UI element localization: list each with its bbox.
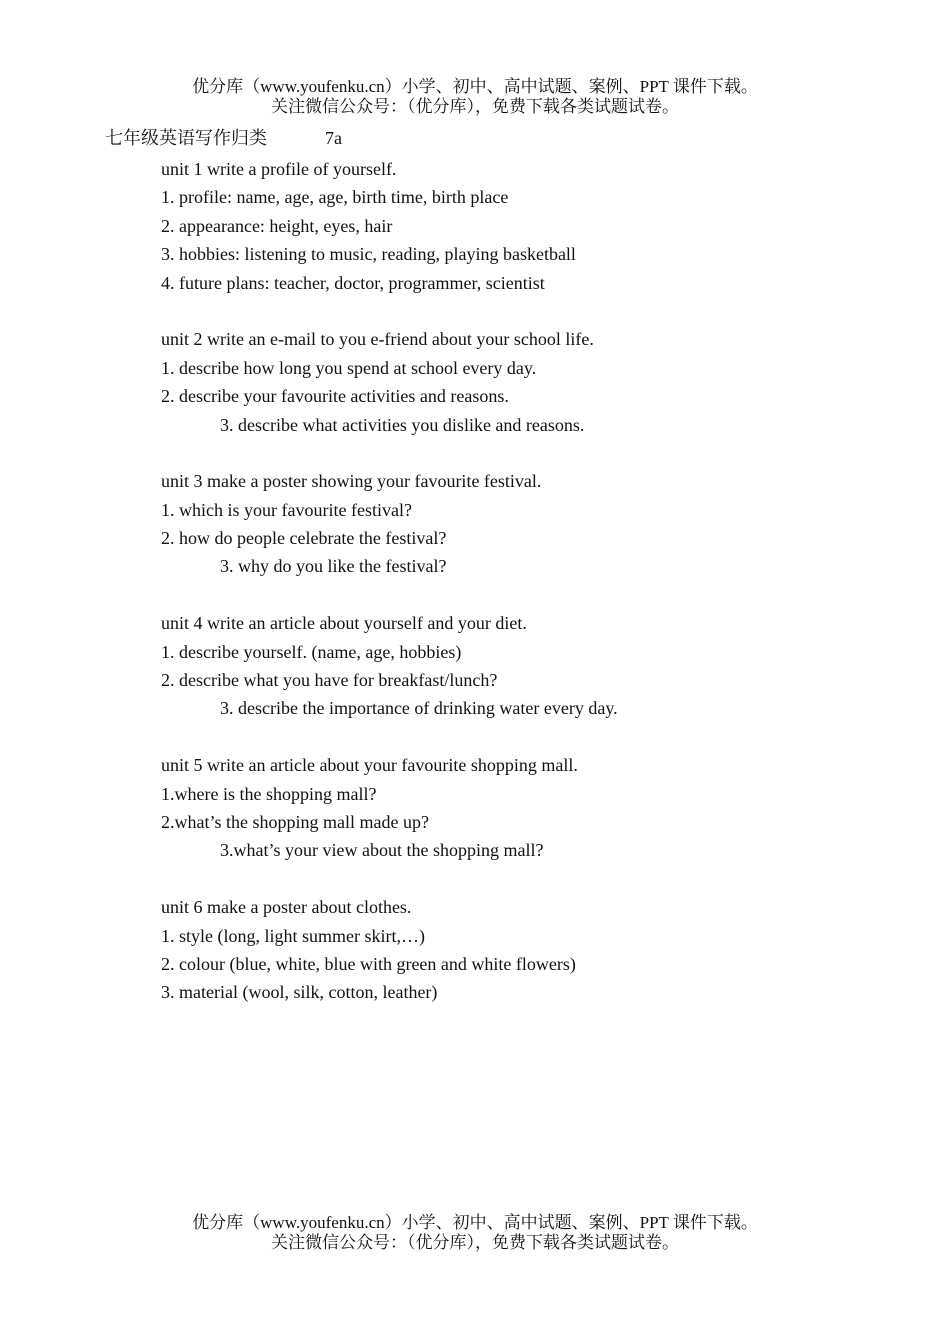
document-title [105,127,342,149]
list-item: 3. hobbies: listening to music, reading, playing basketball [161,244,576,265]
spacer [161,297,861,325]
spacer [161,581,861,609]
list-item: 1. profile: name, age, age, birth time, birth place [161,187,509,208]
unit-4-heading: unit 4 write an article about yourself and your diet. [161,613,527,634]
list-item: 1.where is the shopping mall? [161,783,377,804]
unit-2-heading: unit 2 write an e-mail to you e-friend about your school life. [161,329,594,350]
list-item: 1. describe how long you spend at school every day. [161,357,537,378]
footer-line-1: 优分库（www.youfenku.cn）小学、初中、高中试题、案例、PPT 课件下载。 [192,1213,758,1232]
title-text: 七年级英语写作归类 [105,128,267,148]
list-item: 4. future plans: teacher, doctor, programmer, scientist [161,272,545,293]
unit-1-heading: unit 1 write a profile of yourself. [161,159,397,179]
unit-5-heading: unit 5 write an article about your favourite shopping mall. [161,755,578,776]
list-item: 3. describe what activities you dislike and reasons. [220,414,585,435]
list-item: 2. describe your favourite activities and reasons. [161,386,509,407]
list-item: 2. describe what you have for breakfast/lunch? [161,670,498,691]
grade-label: 7a [325,128,342,148]
spacer [161,439,861,467]
list-item: 3. material (wool, silk, cotton, leather) [161,982,438,1003]
list-item: 3.what’s your view about the shopping mall? [220,840,544,861]
list-item: 2.what’s the shopping mall made up? [161,811,429,832]
list-item: 3. describe the importance of drinking water every day. [220,698,618,719]
page-header [0,77,950,117]
list-item: 1. style (long, light summer skirt,…) [161,925,425,946]
unit-6-heading: unit 6 make a poster about clothes. [161,897,412,918]
list-item: 3. why do you like the festival? [220,556,447,577]
list-item: 2. colour (blue, white, blue with green and white flowers) [161,953,576,974]
header-line-2: 关注微信公众号：（优分库），免费下载各类试题试卷。 [271,97,679,116]
list-item: 2. appearance: height, eyes, hair [161,215,393,236]
header-line-1: 优分库（www.youfenku.cn）小学、初中、高中试题、案例、PPT 课件下载。 [192,77,758,96]
list-item: 2. how do people celebrate the festival? [161,528,447,549]
footer-line-2: 关注微信公众号：（优分库），免费下载各类试题试卷。 [271,1233,679,1252]
spacer [161,723,861,751]
list-item: 1. which is your favourite festival? [161,499,412,520]
document-body [161,155,861,1007]
page-footer [0,1213,950,1253]
unit-3-heading: unit 3 make a poster showing your favourite festival. [161,471,542,492]
spacer [161,865,861,893]
list-item: 1. describe yourself. (name, age, hobbies) [161,641,462,662]
